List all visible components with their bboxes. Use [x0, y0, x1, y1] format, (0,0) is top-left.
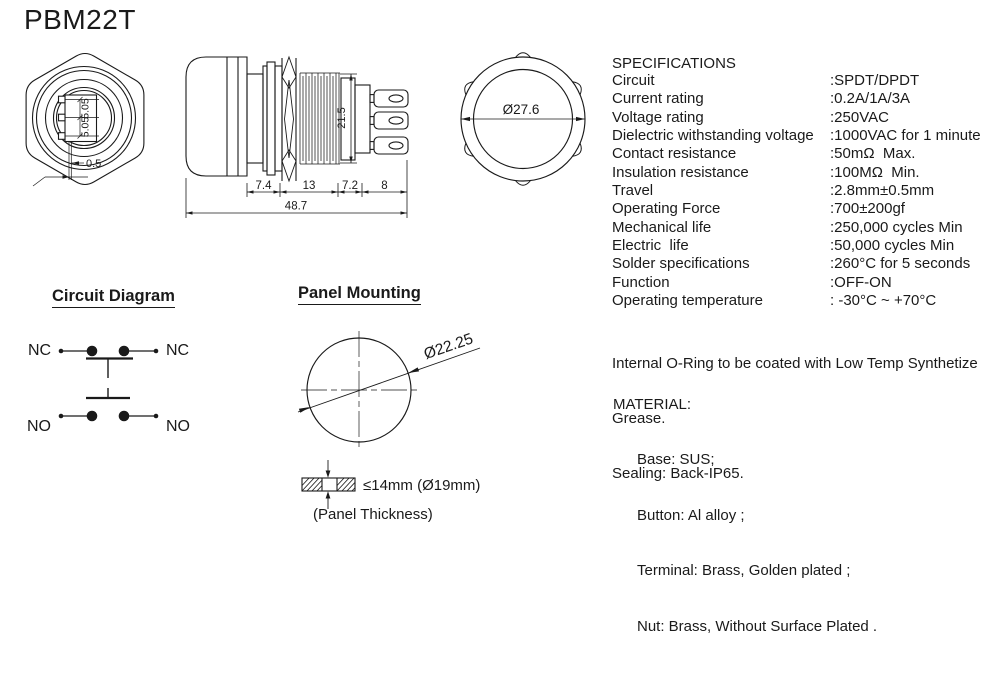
panel-thickness-caption: (Panel Thickness): [313, 506, 433, 523]
spec-row: Insulation resistance :100MΩ Min.: [612, 163, 920, 181]
hex-nut-knurl: [282, 57, 296, 181]
spec-row: Current rating :0.2A/1A/3A: [612, 90, 911, 108]
spec-row: Operating Force :700±200gf: [612, 200, 905, 218]
material-item: Terminal: Brass, Golden plated ;: [637, 562, 851, 579]
dim-body-length: 7.2: [342, 180, 358, 192]
material-item: Button: Al alloy ;: [637, 506, 745, 524]
spec-row: Function :OFF-ON: [612, 273, 892, 291]
dim-thread-height: 21.5: [336, 107, 348, 129]
dim-terminal-length: 8: [381, 180, 388, 192]
spec-row: Contact resistance :50mΩ Max.: [612, 145, 916, 163]
spec-row: Dielectric withstanding voltage :1000VAC for 1 minute: [612, 127, 981, 145]
rear-view-drawing: [450, 45, 600, 197]
specifications-table: [612, 72, 992, 310]
terminal-pin: [59, 133, 66, 140]
dim-panel-hole-diameter: Ø22.25: [421, 330, 476, 364]
contact-label-no-right: NO: [166, 418, 190, 435]
note-line: Internal O-Ring to be coated with Low Temp Synthetize: [612, 354, 978, 372]
contact-label-nc-left: NC: [28, 342, 52, 359]
diameter-dim-line: [298, 348, 480, 412]
spec-row: Solder specifications :260°C for 5 seconds: [612, 255, 971, 273]
spade-terminals: [370, 90, 408, 154]
terminal-pin: [59, 96, 66, 103]
front-view-drawing: [10, 40, 180, 220]
circuit-diagram-title: Circuit Diagram: [52, 287, 175, 308]
material-heading: MATERIAL:: [613, 396, 692, 413]
contact-label-nc-right: NC: [166, 342, 190, 359]
contact-label-no-left: NO: [27, 418, 51, 435]
dim-pin-pitch-upper: 5.05: [79, 98, 92, 119]
spec-row: Operating temperature : -30°C ~ +70°C: [612, 292, 937, 310]
specifications-heading: SPECIFICATIONS: [612, 55, 736, 72]
spec-row: Mechanical life :250,000 cycles Min: [612, 218, 963, 236]
note-line: Sealing: Back-IP65.: [612, 464, 744, 482]
dim-pin-pitch-lower: 5.05: [79, 116, 92, 138]
dim-total-length: 48.7: [284, 200, 308, 213]
dim-nut-thread-length: 13: [302, 180, 316, 192]
circuit-diagram-drawing: [20, 330, 220, 450]
dim-cap-length: 7.4: [255, 180, 272, 192]
thread-section: [300, 73, 340, 164]
panel-mounting-title: Panel Mounting: [298, 284, 421, 305]
note-line: Grease.: [612, 409, 666, 427]
material-item: Nut: Brass, Without Surface Plated .: [637, 617, 878, 635]
spec-row: Travel :2.8mm±0.5mm: [612, 182, 935, 200]
material-list: [637, 414, 877, 673]
panel-thickness-note: ≤14mm (Ø19mm): [363, 477, 481, 494]
side-view-drawing: [180, 45, 420, 230]
material-item: Base: SUS;: [637, 451, 715, 468]
dim-pin-thickness: 0.5: [86, 158, 102, 170]
spec-row: Electric life :50,000 cycles Min: [612, 237, 955, 255]
page-title: PBM22T: [24, 4, 136, 35]
spec-row: Circuit :SPDT/DPDT: [612, 72, 920, 89]
terminal-pin: [59, 114, 66, 121]
dim-rear-diameter: Ø27.6: [502, 102, 540, 117]
spec-row: Voltage rating :250VAC: [612, 108, 889, 126]
